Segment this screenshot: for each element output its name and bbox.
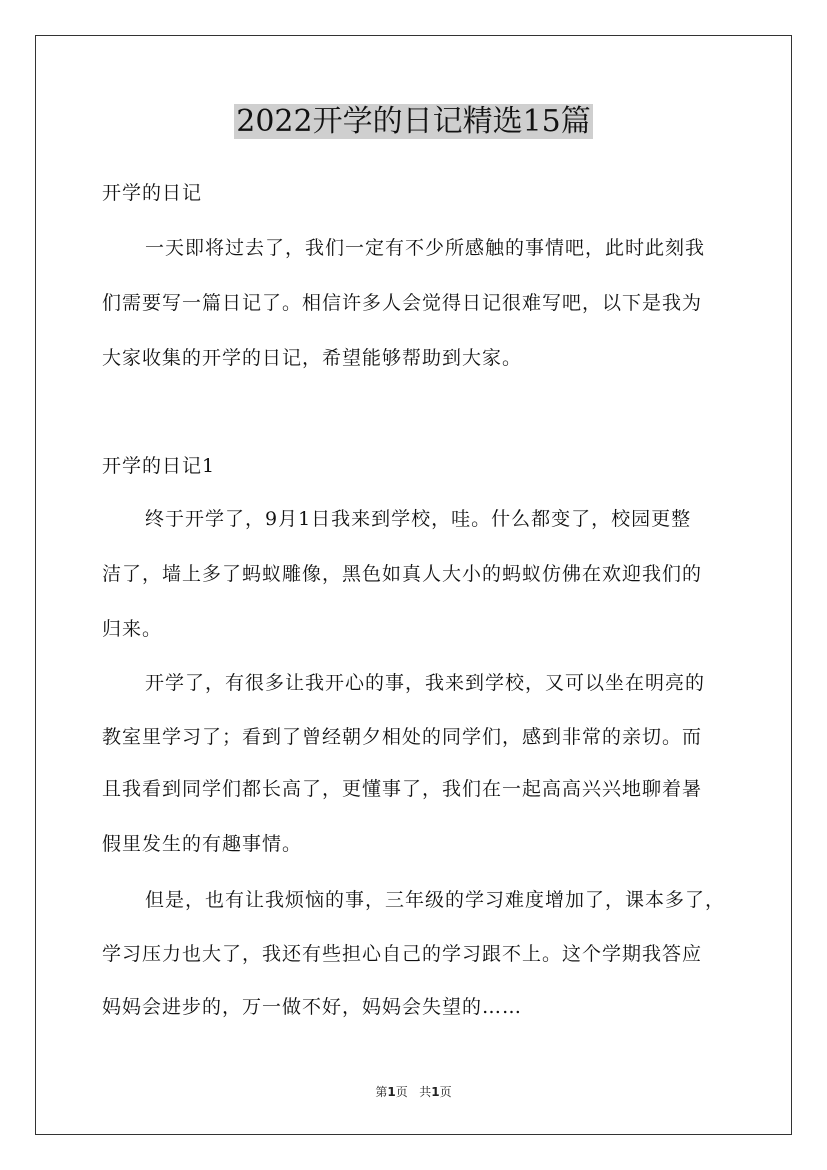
page-footer xyxy=(0,1084,827,1100)
entry-heading: 开学的日记1 xyxy=(102,455,216,477)
paragraph-line: 学习压力也大了，我还有些担心自己的学习跟不上。这个学期我答应 xyxy=(102,943,703,965)
paragraph-line: 但是，也有让我烦恼的事，三年级的学习难度增加了，课本多了， xyxy=(145,889,726,911)
footer-total-prefix: 共 xyxy=(419,1085,432,1099)
paragraph-line: 妈妈会进步的，万一做不好，妈妈会失望的…… xyxy=(102,996,523,1018)
intro-line: 一天即将过去了，我们一定有不少所感触的事情吧，此时此刻我 xyxy=(145,237,706,259)
paragraph-line: 假里发生的有趣事情。 xyxy=(102,833,303,855)
paragraph-line: 终于开学了，9月1日我来到学校，哇。什么都变了，校园更整 xyxy=(145,508,692,530)
intro-line: 们需要写一篇日记了。相信许多人会觉得日记很难写吧，以下是我为 xyxy=(102,292,703,314)
intro-line: 大家收集的开学的日记，希望能够帮助到大家。 xyxy=(102,347,523,369)
paragraph-line: 教室里学习了；看到了曾经朝夕相处的同学们，感到非常的亲切。而 xyxy=(102,726,703,748)
paragraph-line: 开学了，有很多让我开心的事，我来到学校，又可以坐在明亮的 xyxy=(145,672,706,694)
paragraph-line: 归来。 xyxy=(102,618,163,640)
footer-total-suffix: 页 xyxy=(439,1085,452,1099)
document-title xyxy=(0,100,827,144)
title-text: 2022开学的日记精选15篇 xyxy=(236,104,591,139)
footer-page-number: 1 xyxy=(387,1085,396,1099)
footer-page-prefix: 第 xyxy=(375,1085,388,1099)
footer-page-suffix: 页 xyxy=(395,1085,408,1099)
paragraph-line: 且我看到同学们都长高了，更懂事了，我们在一起高高兴兴地聊着暑 xyxy=(102,778,703,800)
section-heading: 开学的日记 xyxy=(102,182,203,204)
footer-total-pages: 1 xyxy=(431,1085,440,1099)
paragraph-line: 洁了，墙上多了蚂蚁雕像，黑色如真人大小的蚂蚁仿佛在欢迎我们的 xyxy=(102,563,703,585)
